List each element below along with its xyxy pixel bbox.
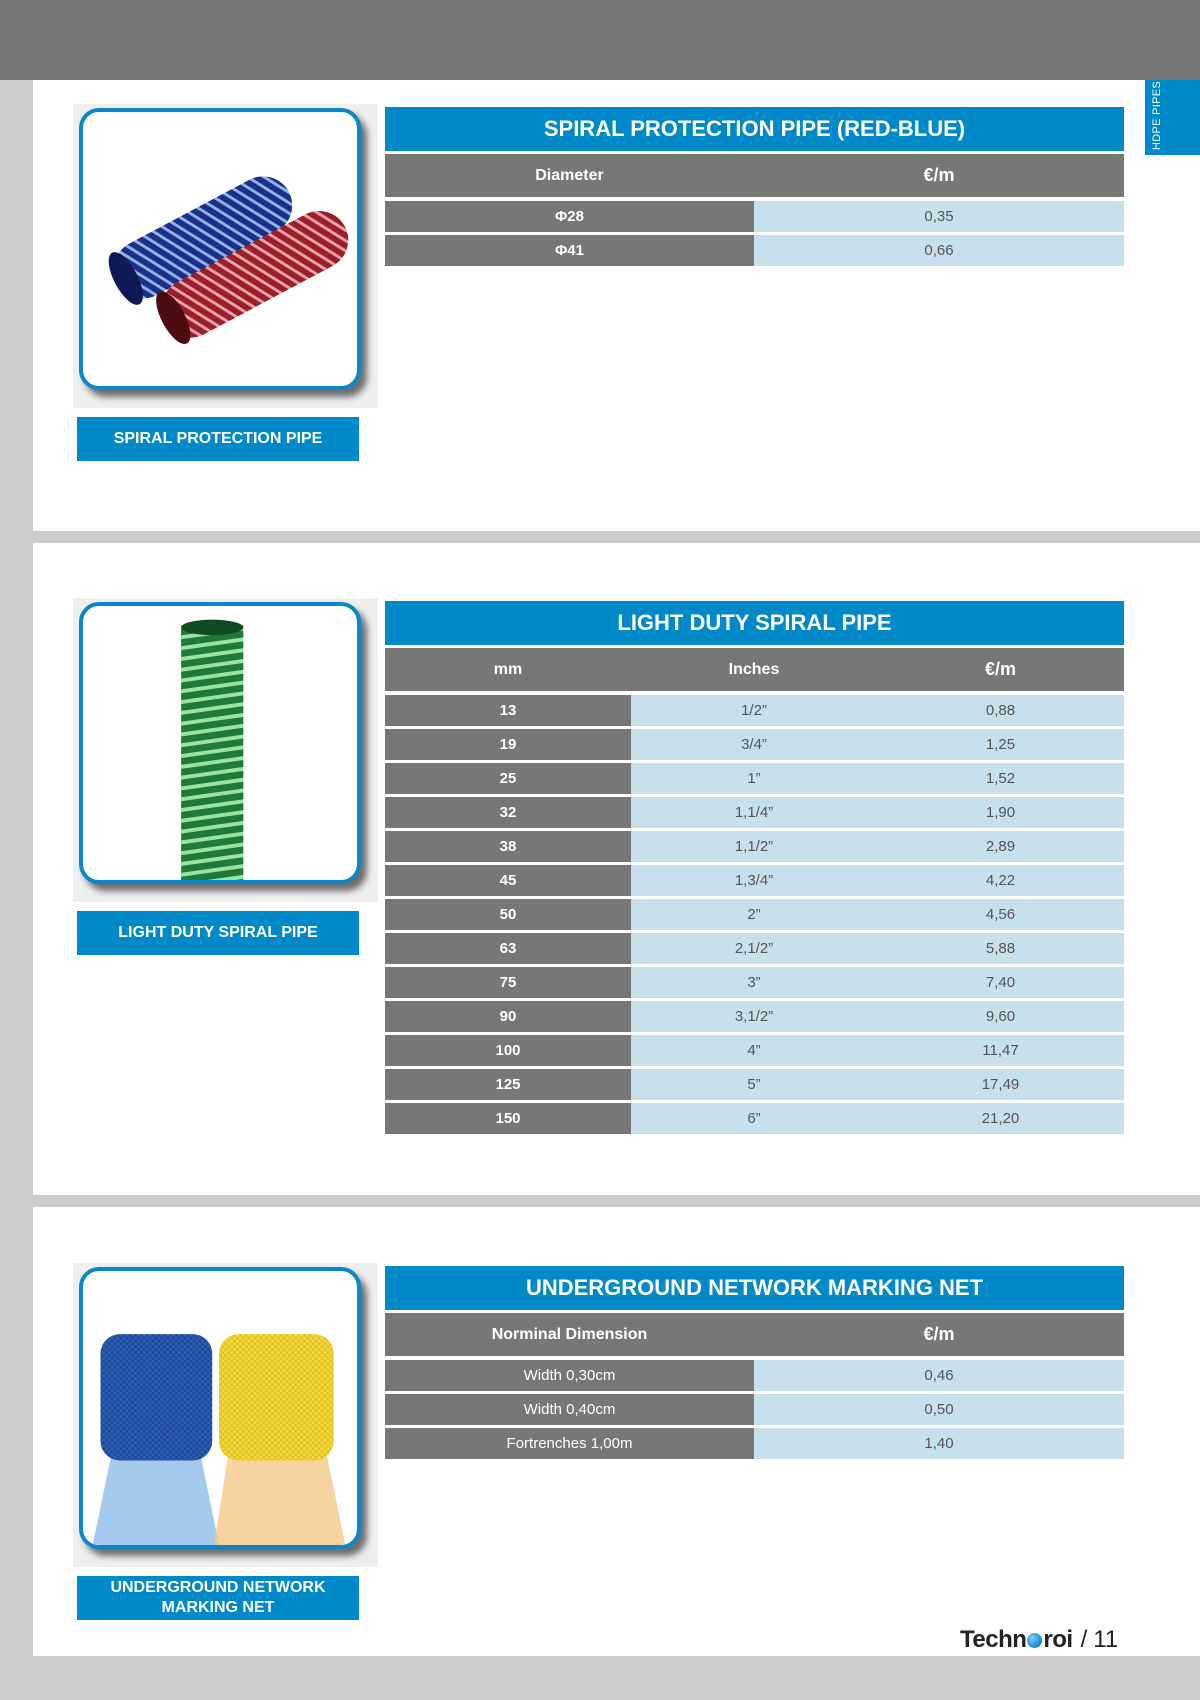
cell-inches: 2,1/2” [631,933,877,964]
cell-inches: 1,3/4” [631,865,877,896]
cell-mm: 38 [385,831,631,862]
cell-mm: 45 [385,865,631,896]
table-header-row [385,648,1124,691]
cell-price: 17,49 [877,1069,1124,1100]
cell-inches: 1/2” [631,695,877,726]
side-category-tab [1145,80,1200,155]
cell-inches: 6” [631,1103,877,1134]
cell-dimension: Width 0,40cm [385,1394,754,1425]
cell-dimension: Width 0,30cm [385,1360,754,1391]
cell-mm: 19 [385,729,631,760]
cell-price: 0,88 [877,695,1124,726]
brand-logo-text-start: Techn [960,1626,1027,1653]
blue-yellow-marking-net-illustration [83,1271,357,1545]
table-header-row [385,1313,1124,1356]
table-row [385,865,1124,896]
brand-logo [960,1626,1073,1654]
cell-price: 7,40 [877,967,1124,998]
table-row [385,1360,1124,1391]
cell-inches: 4” [631,1035,877,1066]
cell-mm: 63 [385,933,631,964]
cell-price: 0,66 [754,235,1124,266]
table-title: UNDERGROUND NETWORK MARKING NET [385,1266,1124,1310]
cell-diameter: Φ28 [385,201,754,232]
cell-price: 2,89 [877,831,1124,862]
cell-price: 4,56 [877,899,1124,930]
header-inches: Inches [728,660,780,678]
cell-mm: 100 [385,1035,631,1066]
red-blue-spiral-pipes-illustration [83,112,357,386]
light-duty-spiral-pipe-photo [73,598,378,902]
cell-mm: 32 [385,797,631,828]
cell-inches: 2” [631,899,877,930]
table-title: SPIRAL PROTECTION PIPE (RED-BLUE) [385,107,1124,151]
table-row [385,201,1124,232]
table-row [385,899,1124,930]
header-diameter: Diameter [535,166,604,184]
cell-price: 1,90 [877,797,1124,828]
cell-price: 0,50 [754,1394,1124,1425]
light-duty-price-table [385,601,1124,1137]
header-price: €/m [923,1324,955,1344]
cell-price: 21,20 [877,1103,1124,1134]
cell-dimension: Fortrenches 1,00m [385,1428,754,1459]
cell-inches: 1,1/2” [631,831,877,862]
cell-mm: 125 [385,1069,631,1100]
header-dimension: Norminal Dimension [491,1325,648,1343]
cell-price: 5,88 [877,933,1124,964]
table-row [385,933,1124,964]
green-spiral-pipe-illustration [83,606,357,880]
table-title: LIGHT DUTY SPIRAL PIPE [385,601,1124,645]
cell-inches: 1” [631,763,877,794]
header-price: €/m [923,165,955,185]
top-header-bar [0,0,1200,80]
cell-inches: 1,1/4” [631,797,877,828]
cell-inches: 3” [631,967,877,998]
table-row [385,967,1124,998]
table-header-row [385,154,1124,197]
cell-inches: 3,1/2” [631,1001,877,1032]
header-mm: mm [493,660,523,678]
cell-mm: 25 [385,763,631,794]
table-row [385,763,1124,794]
cell-price: 4,22 [877,865,1124,896]
marking-net-caption [77,1576,359,1620]
cell-price: 1,40 [754,1428,1124,1459]
table-row [385,1428,1124,1459]
cell-mm: 150 [385,1103,631,1134]
spiral-protection-price-table [385,107,1124,269]
cell-price: 1,52 [877,763,1124,794]
cell-diameter: Φ41 [385,235,754,266]
cell-price: 11,47 [877,1035,1124,1066]
light-duty-spiral-pipe-caption: LIGHT DUTY SPIRAL PIPE [77,911,359,955]
table-row [385,235,1124,266]
table-row [385,1035,1124,1066]
cell-inches: 3/4” [631,729,877,760]
cell-mm: 13 [385,695,631,726]
table-row [385,729,1124,760]
cell-mm: 90 [385,1001,631,1032]
cell-price: 0,35 [754,201,1124,232]
footer-brand [960,1626,1118,1654]
side-category-label: HDPE PIPES [1151,80,1163,150]
spiral-protection-pipe-photo [73,104,378,408]
table-row [385,695,1124,726]
cell-inches: 5” [631,1069,877,1100]
brand-logo-dot-icon [1027,1633,1042,1648]
cell-price: 9,60 [877,1001,1124,1032]
cell-price: 1,25 [877,729,1124,760]
marking-net-photo [73,1263,378,1567]
page-number: 11 [1093,1626,1119,1653]
table-row [385,1394,1124,1425]
table-row [385,797,1124,828]
table-row [385,831,1124,862]
page-separator: / [1080,1626,1088,1653]
brand-logo-text-end: roi [1043,1626,1073,1653]
header-price: €/m [984,659,1017,679]
cell-mm: 75 [385,967,631,998]
table-row [385,1069,1124,1100]
marking-net-price-table [385,1266,1124,1462]
marking-net-caption-text: UNDERGROUND NETWORK MARKING NET [110,1579,326,1616]
cell-mm: 50 [385,899,631,930]
cell-price: 0,46 [754,1360,1124,1391]
table-row [385,1001,1124,1032]
spiral-protection-pipe-caption: SPIRAL PROTECTION PIPE [77,417,359,461]
table-row [385,1103,1124,1134]
